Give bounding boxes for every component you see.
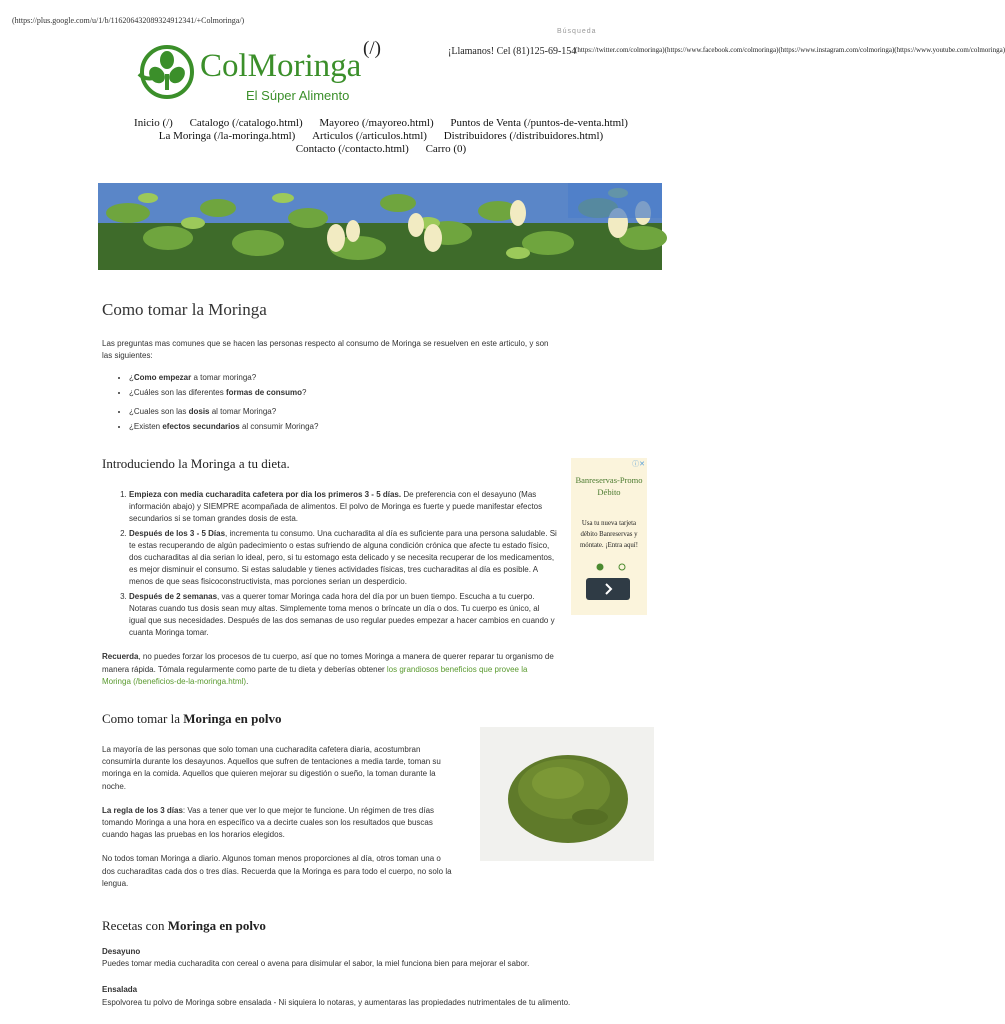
question-bold: formas de consumo (225, 388, 302, 397)
heading-bold: Moringa en polvo (167, 918, 266, 934)
ad-title[interactable]: Banreservas-Promo Débito (575, 475, 643, 497)
list-item (129, 528, 557, 589)
desayuno-bold: Desayuno (102, 947, 141, 957)
question-pre: ¿Existen (129, 421, 163, 431)
questions-list (102, 372, 557, 433)
ad-close-icons[interactable]: ⓘ✕ (632, 461, 645, 468)
list-item (129, 406, 557, 418)
moringa-powder-photo (480, 727, 654, 861)
heading-bold: Moringa en polvo (183, 711, 282, 727)
dot-active-icon[interactable] (596, 563, 604, 571)
list-item (129, 489, 557, 526)
nav-item-puntos-de-venta[interactable]: Puntos de Venta (/puntos-de-venta.html) (450, 117, 628, 129)
steps-list (102, 489, 557, 639)
chevron-right-icon (603, 583, 613, 595)
step-text: , incrementa tu consumo. Una cucharadita al día es suficiente para una persona saludable. Si te estas recuperando de algún padecimiento o estas sufriendo de alguna condición crónica que afecte tu estado físico, dos cucharaditas al dia serian lo ideal, pero, si tu estomago esta delicado y se necesita recuperar de los medicamentos, es mejor disminuir el consumo. Si estas saludable y tienes actividades físicas, tres cucharaditas al día es posible. A menos de que seas fisicoconstructivista, mas porciones serian un desperdicio. (129, 528, 557, 587)
recuerda-text: , no puedes forzar los procesos de tu cuerpo, así que no tomes Moringa a manera de querer reparar tu organismo de manera rápida. Tómala regularmente como parte de tu dieta y deberías obtener (102, 652, 554, 674)
nav-item-mayoreo[interactable]: Mayoreo (/mayoreo.html) (319, 117, 434, 129)
step-text: De preferencia con el desayuno (Mas información abajo) y SIEMPRE acompañada de alimentos. El polvo de Moringa es fuerte y puede manifestar efectos secundarios si se toman grandes dosis de esta. (129, 490, 543, 524)
intro-paragraph: Las preguntas mas comunes que se hacen las personas respecto al consumo de Moringa se resuelven en este articulo, y son las siguientes: (102, 339, 549, 361)
ensalada-bold: Ensalada (102, 985, 138, 995)
hero-banner (98, 183, 662, 270)
polvo-paragraph-1: La mayoría de las personas que solo toman una cucharadita cafetera diaria, acostumbran consumirla durante los desayunos. Aquellos que sufren de tentaciones a media tarde, toman su moringa en la comida. Aquellos que quieren mejorar su digestión o sueño, la toman durante la noche. (102, 745, 441, 791)
list-item (129, 591, 557, 640)
article-content (102, 300, 571, 1009)
step-bold: Empieza con media cucharadita cafetera por dia los primeros 3 - 5 días. (129, 490, 402, 499)
moringa-leaf-logo-icon (135, 44, 199, 100)
regla-paragraph (102, 805, 454, 842)
search-label[interactable]: Búsqueda (557, 28, 597, 35)
heading-pre: Recetas con (102, 918, 168, 934)
question-post: a tomar moringa? (191, 373, 257, 383)
regla-bold: La regla de los 3 días (102, 805, 183, 815)
recuerda-end: . (246, 676, 249, 686)
step-text: , vas a querer tomar Moringa cada hora del día por un buen tiempo. Escucha a tu cuerpo. Notaras cuando tus dosis sean muy altas. Simplemente toma menos o bríncate un día o dos. Tu cuerpo es único, al igual que sus necesidades. Después de las dos semanas de uso regular puedes empezar a hacer cambios en cuando y cuanta Moringa tomar. (129, 591, 555, 638)
nav-row-2 (100, 130, 662, 143)
heading-pre: Como tomar la (102, 711, 184, 727)
question-post: al consumir Moringa? (239, 421, 319, 431)
question-bold: Como empezar (133, 373, 192, 383)
nav-item-articulos[interactable]: Articulos (/articulos.html) (312, 130, 427, 142)
social-links[interactable]: (https://twitter.com/colmoringa)(https://www.facebook.com/colmoringa)(https://www.instagram.com/colmoringa)(https://www.youtube.com/colmoringa) (575, 46, 1005, 54)
desayuno-title (102, 946, 557, 958)
dot-inactive-icon[interactable] (618, 563, 626, 571)
logo-tagline: El Súper Alimento (246, 88, 350, 103)
nav-item-inicio[interactable]: Inicio (/) (134, 117, 173, 129)
ad-text[interactable]: Usa tu nueva tarjeta débito Banreservas y móntate. ¡Entra aquí! (580, 520, 638, 549)
recuerda-bold: Recuerda (102, 652, 139, 662)
nav-item-carro[interactable]: Carro (0) (425, 143, 467, 155)
ad-banner[interactable] (571, 458, 647, 615)
ad-next-button[interactable] (586, 578, 630, 600)
call-text: ¡Llamanos! Cel (81)125-69-154 (448, 46, 577, 57)
recuerda-paragraph (102, 651, 557, 688)
nav-item-la-moringa[interactable]: La Moringa (/la-moringa.html) (158, 130, 296, 142)
question-post: ? (301, 388, 307, 397)
powder-pile-image (480, 727, 654, 861)
question-pre: ¿Cuáles son las diferentes (129, 388, 226, 397)
home-link[interactable]: (/) (363, 38, 381, 59)
logo-name: ColMoringa (200, 48, 362, 84)
desayuno-text: Puedes tomar media cucharadita con cereal o avena para disimular el sabor, la miel funciona bien para mejorar el sabor. (102, 959, 530, 969)
step-bold: Después de 2 semanas (129, 591, 218, 601)
question-bold: efectos secundarios (162, 421, 240, 431)
question-bold: dosis (188, 407, 210, 417)
moringa-plant-image (98, 183, 662, 270)
question-pre: ¿ (129, 373, 134, 383)
top-url-link[interactable]: (https://plus.google.com/u/1/b/116206432089324912341/+Colmoringa/) (12, 16, 245, 25)
polvo-text-block (102, 744, 454, 890)
beneficios-link[interactable]: los grandiosos beneficios que provee la Moringa (/beneficios-de-la-moringa.html) (102, 664, 528, 686)
nav-row-1 (100, 117, 662, 130)
nav-row-3 (100, 143, 662, 156)
nav-item-contacto[interactable]: Contacto (/contacto.html) (295, 143, 409, 155)
list-item (129, 421, 557, 433)
page-title: Como tomar la Moringa (102, 300, 267, 319)
site-logo[interactable] (135, 42, 365, 110)
step-bold: Después de los 3 - 5 Días (129, 528, 226, 538)
ensalada-text: Espolvorea tu polvo de Moringa sobre ensalada - Ni siquiera lo notaras, y aumentaras las propiedades nutrimentales de tu alimento. (102, 997, 571, 1007)
list-item (129, 387, 557, 399)
section-heading-recetas (102, 918, 557, 934)
polvo-paragraph-3: No todos toman Moringa a diario. Algunos toman menos proporciones al día, otros toman una o dos cucharaditas cada dos o tres días. Recuerda que la Moringa es para todo el cuerpo, no solo la lengua. (102, 854, 452, 888)
section-heading-polvo (102, 711, 557, 727)
ensalada-title (102, 984, 557, 996)
question-pre: ¿Cuales son las (129, 407, 189, 417)
question-post: al tomar Moringa? (209, 407, 277, 417)
ad-carousel-dots (596, 563, 626, 571)
list-item (129, 372, 557, 384)
nav-item-distribuidores[interactable]: Distribuidores (/distribuidores.html) (443, 130, 604, 142)
regla-text: : Vas a tener que ver lo que mejor te funcione. Un régimen de tres días tomando Moringa a una hora en específico va a decirte cuales son los resultados que buscas cuando hagas las pruebas en los horarios elegidos. (102, 805, 435, 840)
main-nav (100, 117, 662, 156)
nav-item-catalogo[interactable]: Catalogo (/catalogo.html) (189, 117, 303, 129)
section-heading-dieta: Introduciendo la Moringa a tu dieta. (102, 456, 290, 471)
